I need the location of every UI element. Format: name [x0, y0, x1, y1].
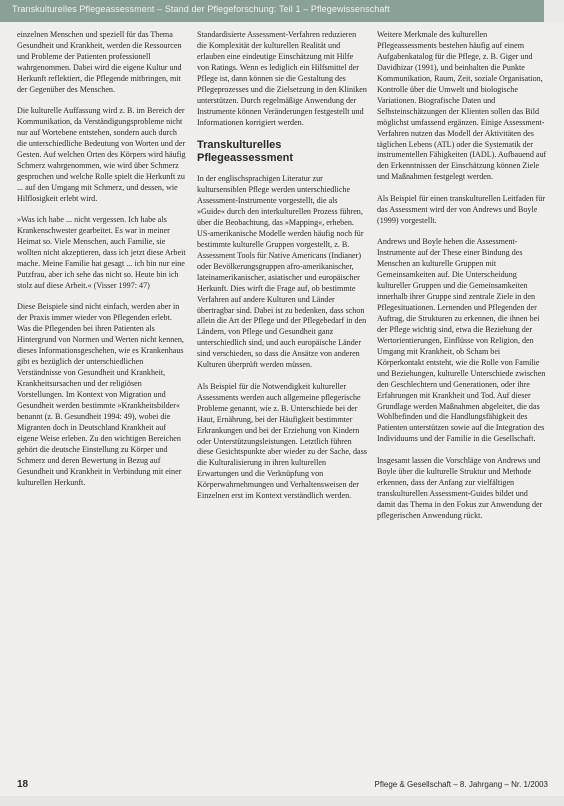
running-header-title: Transkulturelles Pflegeassessment – Stand der Pflegeforschung: Teil 1 – Pflegewissenschaft	[12, 4, 390, 14]
paragraph: Als Beispiel für die Notwendigkeit kultureller Assessments werden auch allgemeine pflegerische Probleme genannt, wie z. B. Unterschiede bei der Haut, Ernährung, bei der Häufigkeit bestimmter Erkrankungen und bei der Erziehung von Kindern oder Unterstützungsleistungen. Letztlich führen diese Gesichtspunkte aber wieder zu der Sache, dass die Kulturalisierung in ihren kulturellen Erwartungen und die Verknüpfung von Körperwahrnehmungen und Verhaltensweisen der Einzelnen erst im Kontext verständlich werden.	[197, 381, 367, 501]
footer-band	[0, 796, 564, 806]
text-column-1	[17, 30, 187, 499]
text-column-3	[377, 30, 547, 532]
paragraph: Als Beispiel für einen transkulturellen Leitfaden für das Assessment wird der von Andrews und Boyle (1999) vorgestellt.	[377, 193, 546, 225]
header-corner-box	[544, 0, 564, 22]
paragraph: Insgesamt lassen die Vorschläge von Andrews und Boyle über die kulturelle Struktur und Methode erkennen, dass der Anfang zur vielfältigen transkulturellen Assessment-Guides bildet und damit das Thema in den Fokus zur Anwendung der pflegerischen Anwendung rückt.	[377, 455, 543, 520]
text-column-2	[197, 30, 367, 513]
journal-footer: Pflege & Gesellschaft – 8. Jahrgang – Nr. 1/2003	[374, 780, 548, 789]
paragraph: »Was ich habe ... nicht vergessen. Ich habe als Krankenschwester gearbeitet. Es war in meiner Heimat so. Viele Menschen, auch Familie, sie wollten nicht akzeptieren, dass ich jetzt diese Arbeit mache. Meine Familie hat gesagt ... ich bin nur eine Putzfrau, aber ich sehe das nicht so. Heute bin ich stolz auf diese Arbeit.« (Visser 1997: 47)	[17, 215, 186, 291]
paragraph: Andrews und Boyle heben die Assessment-Instrumente auf der These einer Bindung des Menschen an kulturelle Gruppen mit Gemeinsamkeiten auf. Die Unterscheidung kultureller Gruppen und die Gemeinsamkeiten innerhalb ihrer Gruppe sind zentrale Ziele in den Pflegesituationen. Lernenden und Pflegenden der Auftrag, die Strukturen zu erkennen, die ihnen bei der Pflege wichtig sind, etwa die Beziehung der Wertorientierungen, Einflüsse von Religion, den Umgang mit Krankheit, ob Scham bei Körperkontakt entsteht, wie die Rolle von Familie und Beziehungen, kulturelle Unterschiede zwischen den Geschlechtern und Generationen, oder ihre Erfahrungen mit Krankheit und Tod. Auf dieser Grundlage werden Maßnahmen abgeleitet, die das Wohlbefinden und die Handlungsfähigkeit des Patienten unterstützen sowie auf die Integration des Individuums und der Familie in die Gesellschaft.	[377, 237, 546, 444]
section-heading: Transkulturelles Pflegeassessment	[197, 139, 293, 164]
paragraph: Weitere Merkmale des kulturellen Pflegeassessments bestehen häufig auf einem Aufgabenkatalog für die Pflege, z. B. Giger und Davidhizar (1991), und beinhalten die Punkte Kommunikation, Raum, Zeit, soziale Organisation, Kontrolle über die Umwelt und biologische Variationen. Biografische Daten und Selbsteinschätzungen der Klienten sollen das Bild möglichst umfassend ergänzen. Einige Assessment-Verfahren nutzen das Modell der Aktivitäten des täglichen Lebens (ATL) oder die Systematik der instrumentellen Fähigkeiten (IADL). Aufbauend auf den Erkenntnissen der Einschätzung können Ziele und Maßnahmen festgelegt werden.	[377, 30, 547, 182]
paragraph: In der englischsprachigen Literatur zur kultursensiblen Pflege werden unterschiedliche Assessment-Instrumente vorgestellt, die als »Guide« durch den interkulturellen Prozess führen, über die Beobachtung, das »Mapping«, erheben. US-amerikanische Modelle werden häufig noch für bestimmte kulturelle Gruppen vorgestellt, z. B. Assessment Tools für Native Americans (Indianer) oder Bevölkerungsgruppen afro-amerikanischer, lateinamerikanischer, asiatischer und europäischer Herkunft. Dies wirft die Frage auf, ob bestimmte Verfahren auf andere Kulturen und Länder übertragbar sind. Dabei ist zu bedenken, dass schon allein die Art der Pflege und der Pflegebedarf in den Ländern, von Pflege und Gesundheit ganz unterschiedlich sind, und auch europäische Länder sind verschieden, so dass die Ansätze von anderen Kulturen überprüft werden müssen.	[197, 174, 367, 370]
paragraph: Die kulturelle Auffassung wird z. B. im Bereich der Kommunikation, da Verständigungsprobleme nicht nur auf Wortebene entstehen, sondern auch durch die unterschiedliche Bedeutung von Worten und der Gesten. Auf welchen Orten des Körpers wird häufig Schmerz wahrgenommen, wie wird über Schmerz gesprochen und welche Rolle spielt die Herkunft zu ... auf den Umgang mit Schmerz, und dessen, wie Hilflosigkeit erlebt wird.	[17, 106, 186, 203]
paragraph: Diese Beispiele sind nicht einfach, werden aber in der Praxis immer wieder von Pflegenden erlebt. Was die Pflegenden bei ihren Patienten als Hintergrund von Normen und Werten nicht kennen, dieses Informationsgeschehen, wie es Krankenhaus gibt es bezüglich der unterschiedlichen Verständnisse von Gesundheit und Krankheit, Krankheitsursachen und der religiösen Vorstellungen. Im Kontext von Migration und Gesundheit werden bestimmte »Krankheitsbilder« benannt (z. B. Gesundheit 1994: 49), wobei die Migranten doch in Deutschland Krankheit auf eigene Weise erleben. Zu den wichtigen Bereichen gehört die deutsche Einstellung zu Körper und Schmerz und deren Bewertung in Bezug auf Gesundheit und Krankheit in Verbindung mit einer kulturellen Herkunft.	[17, 302, 184, 487]
page-number: 18	[17, 779, 29, 790]
paragraph: einzelnen Menschen und speziell für das Thema Gesundheit und Krankheit, werden die Ressourcen und Probleme der Patienten professionell wahrgenommen. Dabei wird die eigene Kultur und Herkunft reflektiert, die Pflegende mitbringen, mit der Gegenüber des Menschen.	[17, 30, 182, 94]
running-header	[0, 0, 564, 22]
paragraph: Standardisierte Assessment-Verfahren reduzieren die Komplexität der kulturellen Realität und erlauben eine eindeutige Einschätzung mit Hilfe von Ratings. Wenn es lediglich ein Hilfsmittel der Pflege ist, dann können sie die Gestaltung des Pflegeprozesses und die Zielsetzung in den Kliniken unterstützen. Durch regelmäßige Anwendung der Instrumente können Veränderungen festgestellt und Informationen korrigiert werden.	[197, 30, 367, 127]
